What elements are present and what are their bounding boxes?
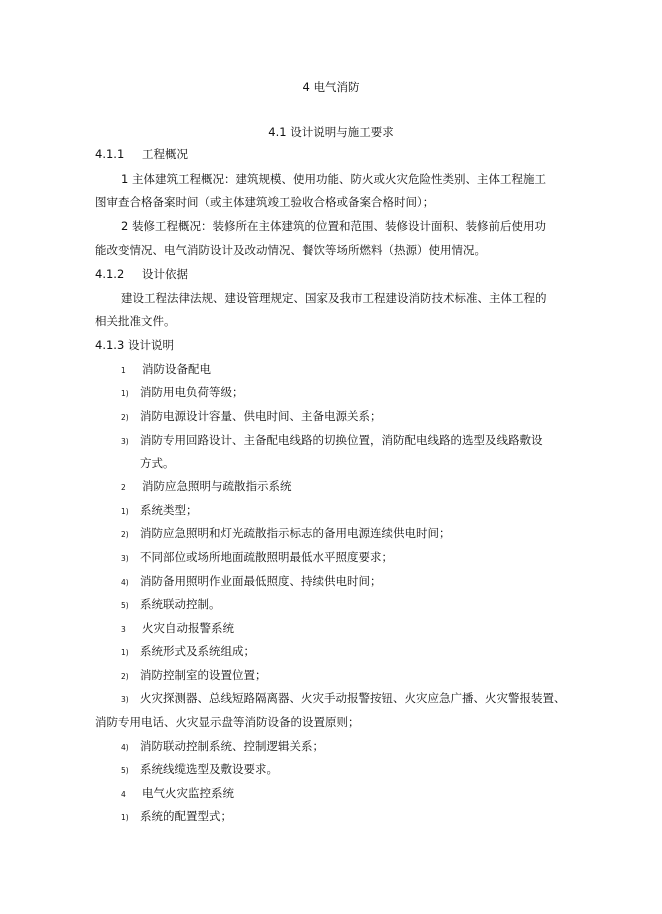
item-number: 3): [121, 695, 129, 704]
group-title-fire-alarm: 火灾自动报警系统: [142, 621, 234, 635]
section-title: 4.1 设计说明与施工要求: [268, 125, 394, 139]
item-number: 1): [121, 648, 129, 657]
list-item: 消防电源设计容量、供电时间、主备电源关系；: [140, 409, 382, 423]
chapter-title: 4 电气消防: [302, 80, 360, 94]
paragraph-basis-line1: 建设工程法律法规、建设管理规定、国家及我市工程建设消防技术标准、主体工程的: [121, 291, 547, 305]
paragraph-main-building-line2: 图审查合格备案时间（或主体建筑竣工验收合格或备案合格时间）；: [95, 195, 435, 209]
list-item: 消防控制室的设置位置；: [140, 668, 267, 682]
paragraph-decoration-line2: 能改变情况、电气消防设计及改动情况、餐饮等场所燃料（热源）使用情况。: [95, 243, 486, 257]
list-item: 系统联动控制。: [140, 597, 221, 611]
group-title-electrical-fire-monitoring: 电气火灾监控系统: [142, 786, 234, 800]
list-item: 系统类型；: [140, 503, 198, 517]
list-item: 消防联动控制系统、控制逻辑关系；: [140, 739, 324, 753]
item-number: 3): [121, 554, 129, 563]
group-number: 2: [121, 483, 126, 492]
section-number-4-1-3: 4.1.3: [95, 338, 125, 352]
item-number: 2): [121, 413, 129, 422]
paragraph-basis-line2: 相关批准文件。: [95, 314, 176, 328]
list-item: 消防备用照明作业面最低照度、持续供电时间；: [140, 574, 382, 588]
item-number: 4): [121, 578, 129, 587]
list-item: 火灾探测器、总线短路隔离器、火灾手动报警按钮、火灾应急广播、火灾警报装置、: [140, 691, 566, 705]
list-item: 不同部位或场所地面疏散照明最低水平照度要求；: [140, 550, 393, 564]
list-item: 消防用电负荷等级；: [140, 385, 244, 399]
list-item-continuation: 方式。: [140, 456, 175, 470]
item-number: 5): [121, 766, 129, 775]
section-heading-basis: 设计依据: [142, 267, 188, 281]
item-number: 2): [121, 530, 129, 539]
item-number: 5): [121, 601, 129, 610]
group-number: 3: [121, 625, 126, 634]
group-title-emergency-lighting: 消防应急照明与疏散指示系统: [142, 479, 292, 493]
item-number: 1): [121, 507, 129, 516]
group-number: 1: [121, 366, 126, 375]
list-item: 消防专用回路设计、主备配电线路的切换位置，消防配电线路的选型及线路敷设: [140, 433, 543, 447]
list-item: 系统的配置型式；: [140, 809, 232, 823]
section-number-4-1-2: 4.1.2: [95, 267, 125, 281]
list-item: 消防应急照明和灯光疏散指示标志的备用电源连续供电时间；: [140, 526, 451, 540]
list-item-continuation: 消防专用电话、火灾显示盘等消防设备的设置原则；: [95, 715, 360, 729]
section-heading-description: 设计说明: [128, 338, 174, 352]
item-number: 1): [121, 813, 129, 822]
item-number: 2): [121, 672, 129, 681]
section-number-4-1-1: 4.1.1: [95, 147, 125, 161]
group-title-power-distribution: 消防设备配电: [142, 362, 211, 376]
paragraph-main-building-line1: 1 主体建筑工程概况：建筑规模、使用功能、防火或火灾危险性类别、主体工程施工: [121, 172, 546, 186]
item-number: 4): [121, 743, 129, 752]
item-number: 3): [121, 437, 129, 446]
section-heading-overview: 工程概况: [142, 147, 188, 161]
item-number: 1): [121, 389, 129, 398]
paragraph-decoration-line1: 2 装修工程概况：装修所在主体建筑的位置和范围、装修设计面积、装修前后使用功: [121, 219, 546, 233]
list-item: 系统线缆选型及敷设要求。: [140, 762, 278, 776]
list-item: 系统形式及系统组成；: [140, 644, 255, 658]
group-number: 4: [121, 790, 126, 799]
